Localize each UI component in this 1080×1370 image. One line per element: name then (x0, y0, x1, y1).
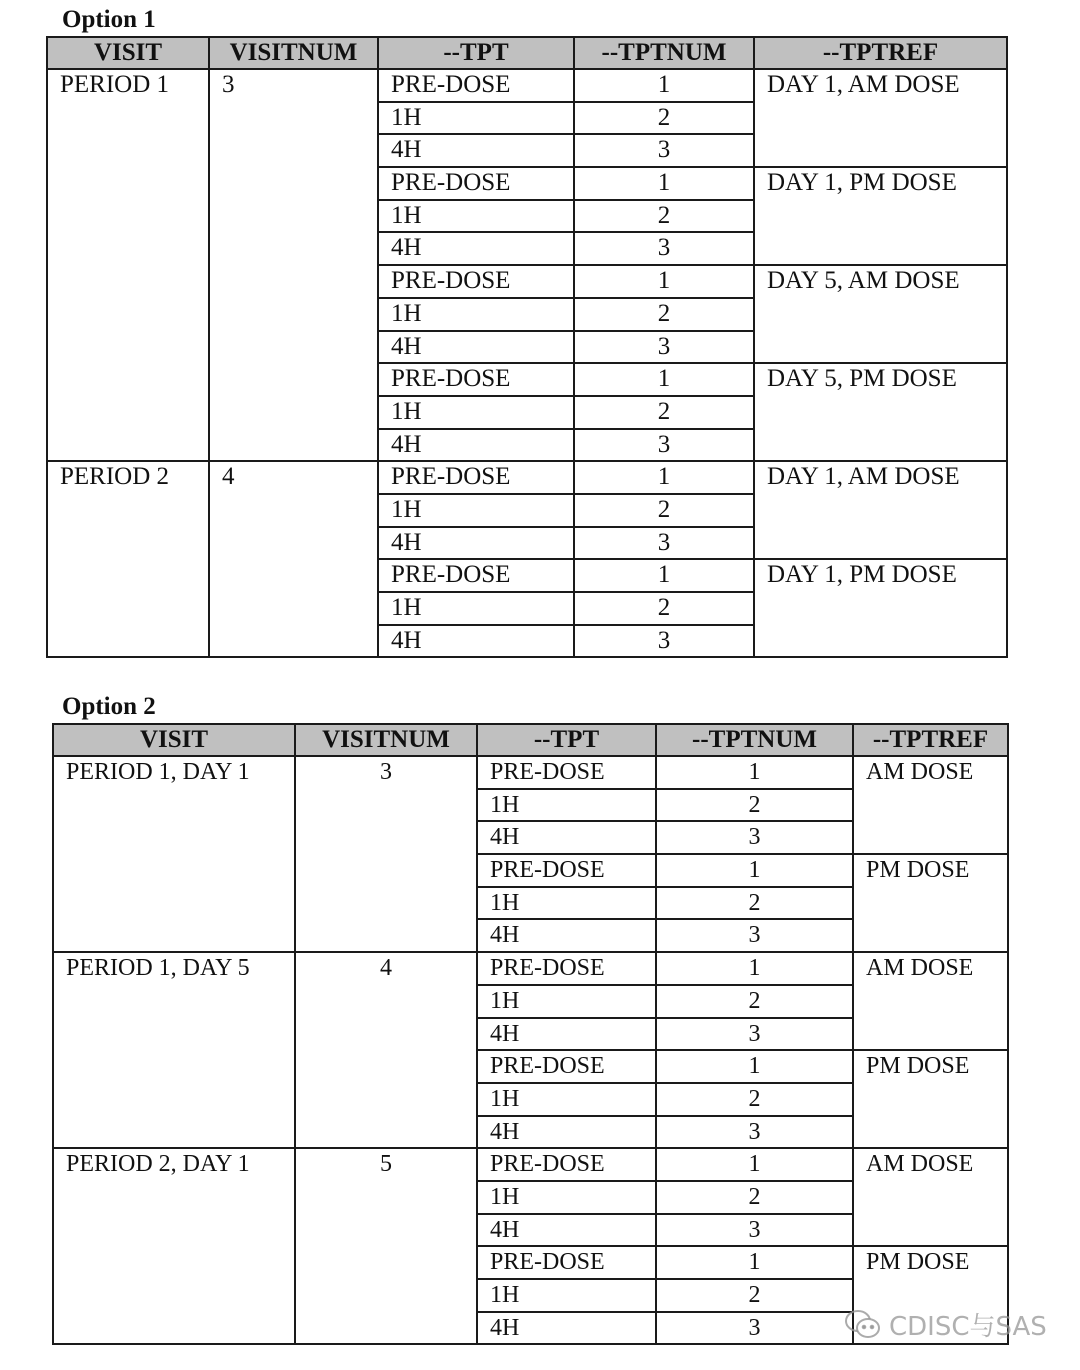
cell-tpt: 4H (378, 527, 574, 560)
cell-tptnum: 2 (574, 494, 754, 527)
cell-tptnum: 1 (656, 1246, 853, 1279)
cell-visit: PERIOD 2, DAY 1 (53, 1148, 295, 1344)
cell-tptref: DAY 1, AM DOSE (754, 69, 1007, 167)
cell-tptnum: 1 (574, 69, 754, 102)
cell-tptref: AM DOSE (853, 952, 1008, 1050)
cell-tptnum: 1 (656, 1050, 853, 1083)
table-header-row (53, 724, 1008, 756)
option-1-caption: Option 1 (62, 6, 156, 33)
cell-tptref: PM DOSE (853, 1050, 1008, 1148)
cell-visitnum: 4 (295, 952, 477, 1148)
option-2-table (52, 723, 1009, 1345)
cell-tpt: 1H (477, 887, 656, 920)
cell-tpt: 1H (477, 1279, 656, 1312)
cell-tpt: 4H (477, 1312, 656, 1345)
cell-tpt: 4H (477, 1116, 656, 1149)
header-tptref: --TPTREF (754, 37, 1007, 69)
cell-tptnum: 2 (574, 592, 754, 625)
cell-tpt: 4H (378, 232, 574, 265)
cell-visitnum: 3 (295, 756, 477, 952)
cell-tpt: 4H (477, 821, 656, 854)
wechat-icon (843, 1308, 883, 1342)
cell-tptnum: 2 (574, 298, 754, 331)
cell-tptnum: 3 (574, 134, 754, 167)
cell-tpt: PRE-DOSE (477, 1050, 656, 1083)
cell-tptref: DAY 5, AM DOSE (754, 265, 1007, 363)
cell-tpt: 1H (378, 102, 574, 135)
cell-tpt: 1H (378, 298, 574, 331)
cell-tptref: DAY 1, AM DOSE (754, 461, 1007, 559)
cell-tpt: PRE-DOSE (477, 854, 656, 887)
cell-tpt: 1H (378, 592, 574, 625)
cell-tptref: AM DOSE (853, 756, 1008, 854)
cell-tptnum: 2 (656, 1083, 853, 1116)
cell-visit: PERIOD 1, DAY 1 (53, 756, 295, 952)
cell-visitnum: 3 (209, 69, 378, 461)
table-row (47, 69, 1007, 102)
cell-tptnum: 1 (656, 1148, 853, 1181)
cell-tpt: PRE-DOSE (477, 952, 656, 985)
cell-tpt: PRE-DOSE (378, 167, 574, 200)
table-row (53, 756, 1008, 789)
cell-tptnum: 2 (656, 887, 853, 920)
cell-tpt: PRE-DOSE (378, 461, 574, 494)
cell-tpt: 1H (378, 200, 574, 233)
cell-tptnum: 1 (574, 363, 754, 396)
cell-tpt: 4H (378, 625, 574, 658)
cell-tpt: 1H (477, 985, 656, 1018)
cell-tptnum: 1 (574, 265, 754, 298)
cell-tptnum: 2 (656, 1279, 853, 1312)
cell-tptnum: 3 (656, 1018, 853, 1051)
header-visit: VISIT (47, 37, 209, 69)
cell-tpt: 4H (378, 134, 574, 167)
table-row (53, 952, 1008, 985)
cell-tptnum: 3 (574, 331, 754, 364)
cell-tptnum: 2 (574, 200, 754, 233)
header-tpt: --TPT (477, 724, 656, 756)
table-header-row (47, 37, 1007, 69)
cell-tptnum: 1 (656, 952, 853, 985)
cell-tpt: PRE-DOSE (378, 265, 574, 298)
cell-tptnum: 2 (656, 789, 853, 822)
cell-tptnum: 3 (574, 232, 754, 265)
cell-tpt: 1H (378, 494, 574, 527)
cell-tpt: 4H (378, 331, 574, 364)
cell-visitnum: 5 (295, 1148, 477, 1344)
cell-tpt: 4H (378, 429, 574, 462)
cell-visit: PERIOD 1, DAY 5 (53, 952, 295, 1148)
cell-tpt: 1H (477, 1181, 656, 1214)
cell-tptnum: 2 (656, 985, 853, 1018)
cell-tpt: 4H (477, 1214, 656, 1247)
cell-tptnum: 3 (574, 429, 754, 462)
watermark-text: CDISC与SAS (889, 1312, 1047, 1342)
header-tpt: --TPT (378, 37, 574, 69)
cell-tptnum: 3 (656, 1312, 853, 1345)
cell-tptref: DAY 1, PM DOSE (754, 167, 1007, 265)
table-row (47, 461, 1007, 494)
cell-tpt: PRE-DOSE (378, 363, 574, 396)
cell-tptnum: 3 (574, 625, 754, 658)
cell-tptnum: 1 (574, 461, 754, 494)
cell-visit: PERIOD 2 (47, 461, 209, 657)
option-1-table (46, 36, 1008, 658)
cell-tptnum: 3 (656, 821, 853, 854)
watermark (843, 1306, 1047, 1343)
cell-tptnum: 3 (656, 1116, 853, 1149)
cell-tpt: 1H (378, 396, 574, 429)
cell-tptref: DAY 1, PM DOSE (754, 559, 1007, 657)
cell-tptnum: 3 (656, 1214, 853, 1247)
cell-tptnum: 1 (574, 559, 754, 592)
cell-tptnum: 2 (574, 396, 754, 429)
cell-tptnum: 3 (656, 919, 853, 952)
cell-tptnum: 2 (574, 102, 754, 135)
cell-tpt: PRE-DOSE (477, 756, 656, 789)
cell-tptnum: 1 (574, 167, 754, 200)
cell-tptref: DAY 5, PM DOSE (754, 363, 1007, 461)
header-tptnum: --TPTNUM (656, 724, 853, 756)
cell-tptref: AM DOSE (853, 1148, 1008, 1246)
cell-tpt: 1H (477, 1083, 656, 1116)
cell-tpt: PRE-DOSE (477, 1246, 656, 1279)
cell-tptnum: 3 (574, 527, 754, 560)
cell-tptref: PM DOSE (853, 854, 1008, 952)
cell-tpt: PRE-DOSE (378, 559, 574, 592)
header-visitnum: VISITNUM (209, 37, 378, 69)
option-2-caption: Option 2 (62, 693, 156, 720)
cell-visit: PERIOD 1 (47, 69, 209, 461)
cell-tpt: 4H (477, 919, 656, 952)
cell-tptnum: 1 (656, 756, 853, 789)
cell-tpt: PRE-DOSE (477, 1148, 656, 1181)
cell-tptnum: 1 (656, 854, 853, 887)
table-row (53, 1148, 1008, 1181)
cell-tpt: 4H (477, 1018, 656, 1051)
cell-tpt: 1H (477, 789, 656, 822)
cell-tpt: PRE-DOSE (378, 69, 574, 102)
header-visit: VISIT (53, 724, 295, 756)
header-visitnum: VISITNUM (295, 724, 477, 756)
cell-tptnum: 2 (656, 1181, 853, 1214)
cell-visitnum: 4 (209, 461, 378, 657)
header-tptnum: --TPTNUM (574, 37, 754, 69)
header-tptref: --TPTREF (853, 724, 1008, 756)
cell-tptref: PM DOSE (853, 1246, 1008, 1344)
